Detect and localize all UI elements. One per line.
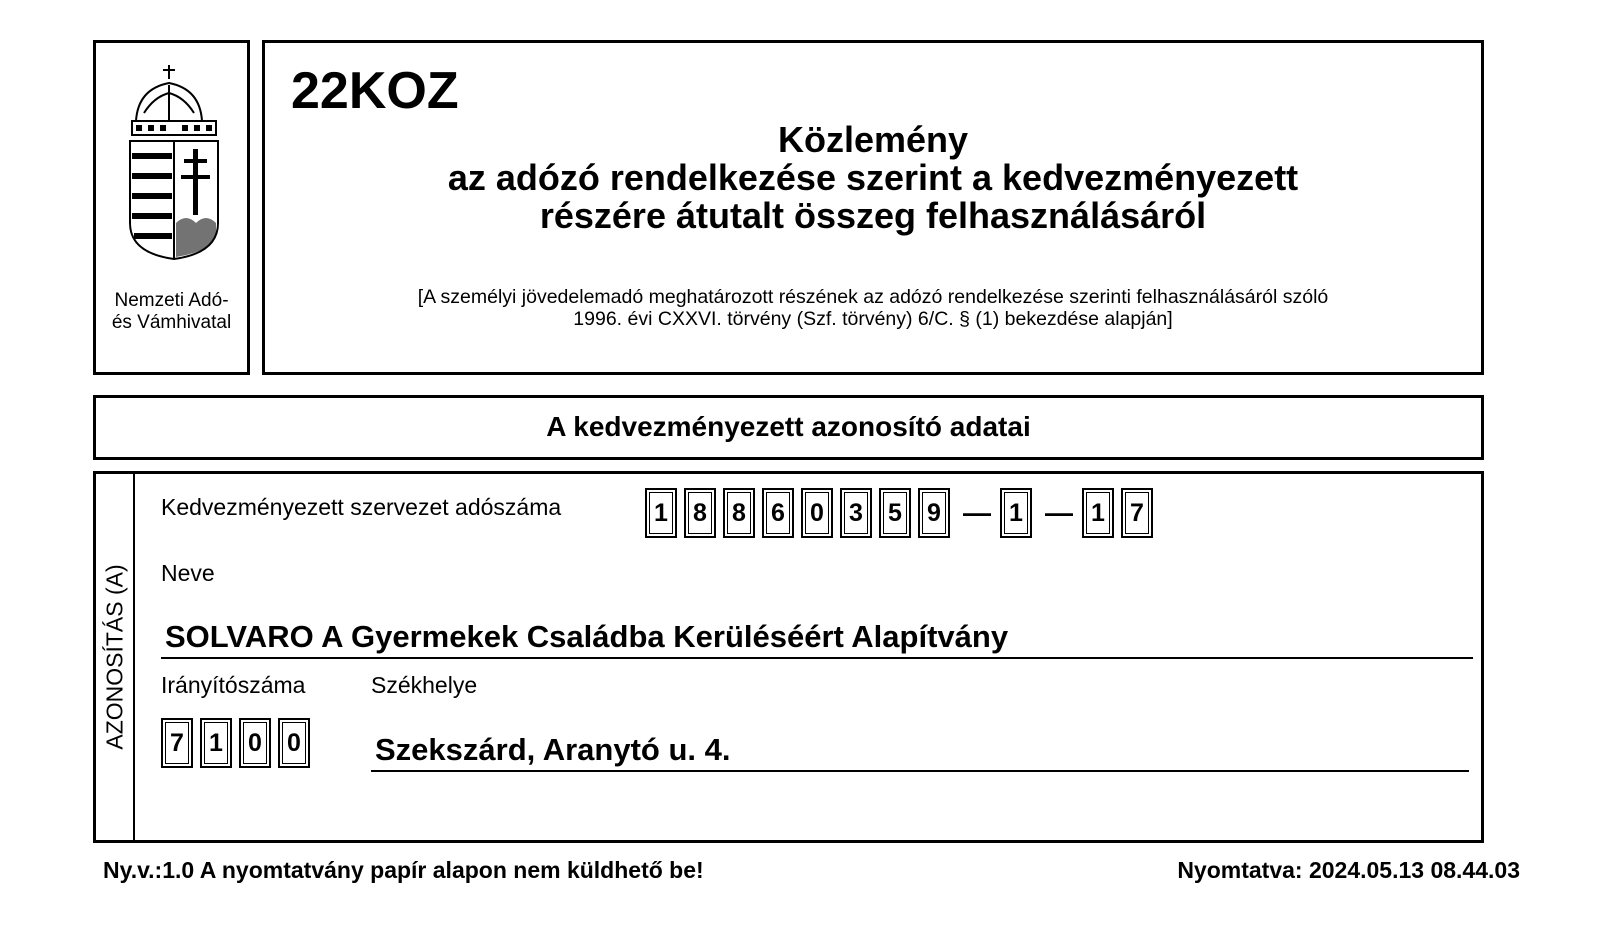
section-title: A kedvezményezett azonosító adatai <box>546 411 1031 442</box>
header-panel <box>262 40 1484 375</box>
tax-number-digit: 7 <box>1121 488 1153 538</box>
footer-version-note: Ny.v.:1.0 A nyomtatvány papír alapon nem küldhető be! <box>103 857 704 883</box>
zip-digit: 1 <box>200 718 232 768</box>
legal-basis <box>265 286 1481 330</box>
side-strip <box>96 474 135 840</box>
side-label: AZONOSÍTÁS (A) <box>101 564 128 750</box>
section-title-panel <box>93 395 1484 460</box>
zip-digit: 0 <box>278 718 310 768</box>
seat-label: Székhelye <box>371 672 478 698</box>
tax-number-digit: 0 <box>801 488 833 538</box>
tax-number-separator: — <box>963 497 991 528</box>
identification-panel <box>93 471 1484 843</box>
tax-number-label: Kedvezményezett szervezet adószáma <box>161 494 562 520</box>
zip-field <box>161 718 317 768</box>
legal-basis-line: 1996. évi CXXVI. törvény (Szf. törvény) 6/C. § (1) bekezdése alapján] <box>573 308 1173 330</box>
tax-number-digit: 6 <box>762 488 794 538</box>
tax-number-digit: 8 <box>723 488 755 538</box>
form-code: 22KOZ <box>291 62 459 120</box>
zip-digit: 7 <box>161 718 193 768</box>
logo-panel <box>93 40 250 375</box>
zip-digit: 0 <box>239 718 271 768</box>
tax-number-field <box>645 488 1160 538</box>
name-label: Neve <box>161 560 215 586</box>
form-title-line: részére átutalt összeg felhasználásáról <box>539 195 1207 236</box>
tax-number-digit: 9 <box>918 488 950 538</box>
tax-number-digit: 1 <box>645 488 677 538</box>
name-value: SOLVARO A Gyermekek Családba Kerüléséért Alapítvány <box>161 619 1473 659</box>
tax-number-digit: 3 <box>840 488 872 538</box>
tax-number-digit: 1 <box>1000 488 1032 538</box>
hungarian-coat-of-arms-icon <box>124 63 224 263</box>
form-title-line: Közlemény <box>777 119 969 160</box>
tax-number-separator: — <box>1045 497 1073 528</box>
form-title <box>265 121 1481 235</box>
tax-number-digit: 8 <box>684 488 716 538</box>
form-title-line: az adózó rendelkezése szerint a kedvezményezett <box>447 157 1299 198</box>
zip-label: Irányítószáma <box>161 672 306 698</box>
tax-number-digit: 5 <box>879 488 911 538</box>
agency-name: Nemzeti Adó- és Vámhivatal <box>111 290 232 333</box>
tax-number-digit: 1 <box>1082 488 1114 538</box>
seat-value: Szekszárd, Aranytó u. 4. <box>371 732 1469 772</box>
footer-print-date: Nyomtatva: 2024.05.13 08.44.03 <box>1177 857 1520 883</box>
legal-basis-line: [A személyi jövedelemadó meghatározott részének az adózó rendelkezése szerinti felhasználásáról szóló <box>417 286 1329 308</box>
